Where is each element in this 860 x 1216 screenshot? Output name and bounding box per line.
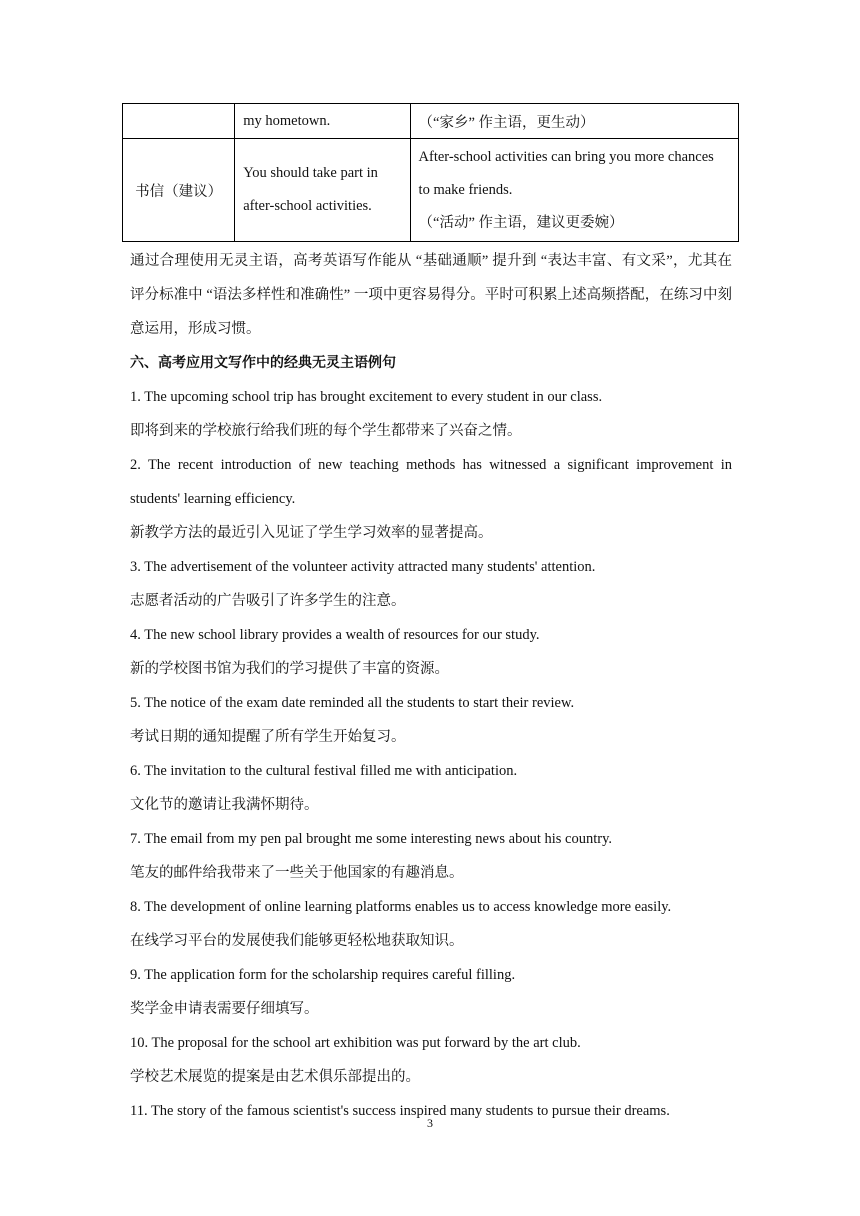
example-zh: 即将到来的学校旅行给我们班的每个学生都带来了兴奋之情。 xyxy=(130,423,522,439)
example-en: 4. The new school library provides a wealth of resources for our study. xyxy=(130,627,540,643)
example-zh: 新的学校图书馆为我们的学习提供了丰富的资源。 xyxy=(130,661,449,677)
example-zh: 新教学方法的最近引入见证了学生学习效率的显著提高。 xyxy=(130,525,493,541)
table-cell-type: 书信（建议） xyxy=(123,139,235,242)
example-en: 2. The recent introduction of new teaching methods has witnessed a significant improvement in students' learning efficiency. xyxy=(130,457,732,507)
page-number: 3 xyxy=(427,1116,433,1130)
table-row xyxy=(123,104,739,139)
example-en: 1. The upcoming school trip has brought excitement to every student in our class. xyxy=(130,389,603,405)
example-zh: 学校艺术展览的提案是由艺术俱乐部提出的。 xyxy=(130,1069,420,1085)
table-cell-improved xyxy=(410,139,738,242)
intro-paragraph: 通过合理使用无灵主语，高考英语写作能从 “基础通顺” 提升到 “表达丰富、有文采”，尤其在评分标准中 “语法多样性和准确性” 一项中更容易得分。平时可积累上述高频搭配，在练习中刻意运用，形成习惯。 xyxy=(130,253,732,337)
table-cell-original xyxy=(235,139,410,242)
cell-line: after-school activities. xyxy=(243,198,372,214)
example-en: 11. The story of the famous scientist's success inspired many students to pursue their dreams. xyxy=(130,1103,670,1119)
example-en: 3. The advertisement of the volunteer activity attracted many students' attention. xyxy=(130,559,596,575)
document-body xyxy=(130,244,732,1128)
example-zh: 在线学习平台的发展使我们能够更轻松地获取知识。 xyxy=(130,933,464,949)
example-zh: 考试日期的通知提醒了所有学生开始复习。 xyxy=(130,729,406,745)
cell-line: You should take part in xyxy=(243,165,378,181)
cell-line: to make friends. xyxy=(418,181,513,198)
example-en: 6. The invitation to the cultural festival filled me with anticipation. xyxy=(130,763,518,779)
table-cell-original: my hometown. xyxy=(235,104,410,139)
comparison-table xyxy=(122,103,739,242)
example-en: 8. The development of online learning platforms enables us to access knowledge more easily. xyxy=(130,899,672,915)
table-row xyxy=(123,139,739,242)
example-zh: 笔友的邮件给我带来了一些关于他国家的有趣消息。 xyxy=(130,865,464,881)
example-en: 7. The email from my pen pal brought me some interesting news about his country. xyxy=(130,831,613,847)
example-en: 5. The notice of the exam date reminded all the students to start their review. xyxy=(130,695,575,711)
example-zh: 文化节的邀请让我满怀期待。 xyxy=(130,797,319,813)
cell-line: （“活动” 作主语，建议更委婉） xyxy=(418,214,624,231)
table-cell-type xyxy=(123,104,235,139)
example-zh: 志愿者活动的广告吸引了许多学生的注意。 xyxy=(130,593,406,609)
cell-line: After-school activities can bring you more chances xyxy=(418,148,714,165)
example-en: 10. The proposal for the school art exhibition was put forward by the art club. xyxy=(130,1035,581,1051)
example-zh: 奖学金申请表需要仔细填写。 xyxy=(130,1001,319,1017)
table-cell-improved: （“家乡” 作主语，更生动） xyxy=(410,104,738,139)
section-heading: 六、高考应用文写作中的经典无灵主语例句 xyxy=(130,355,396,371)
example-en: 9. The application form for the scholarship requires careful filling. xyxy=(130,967,516,983)
